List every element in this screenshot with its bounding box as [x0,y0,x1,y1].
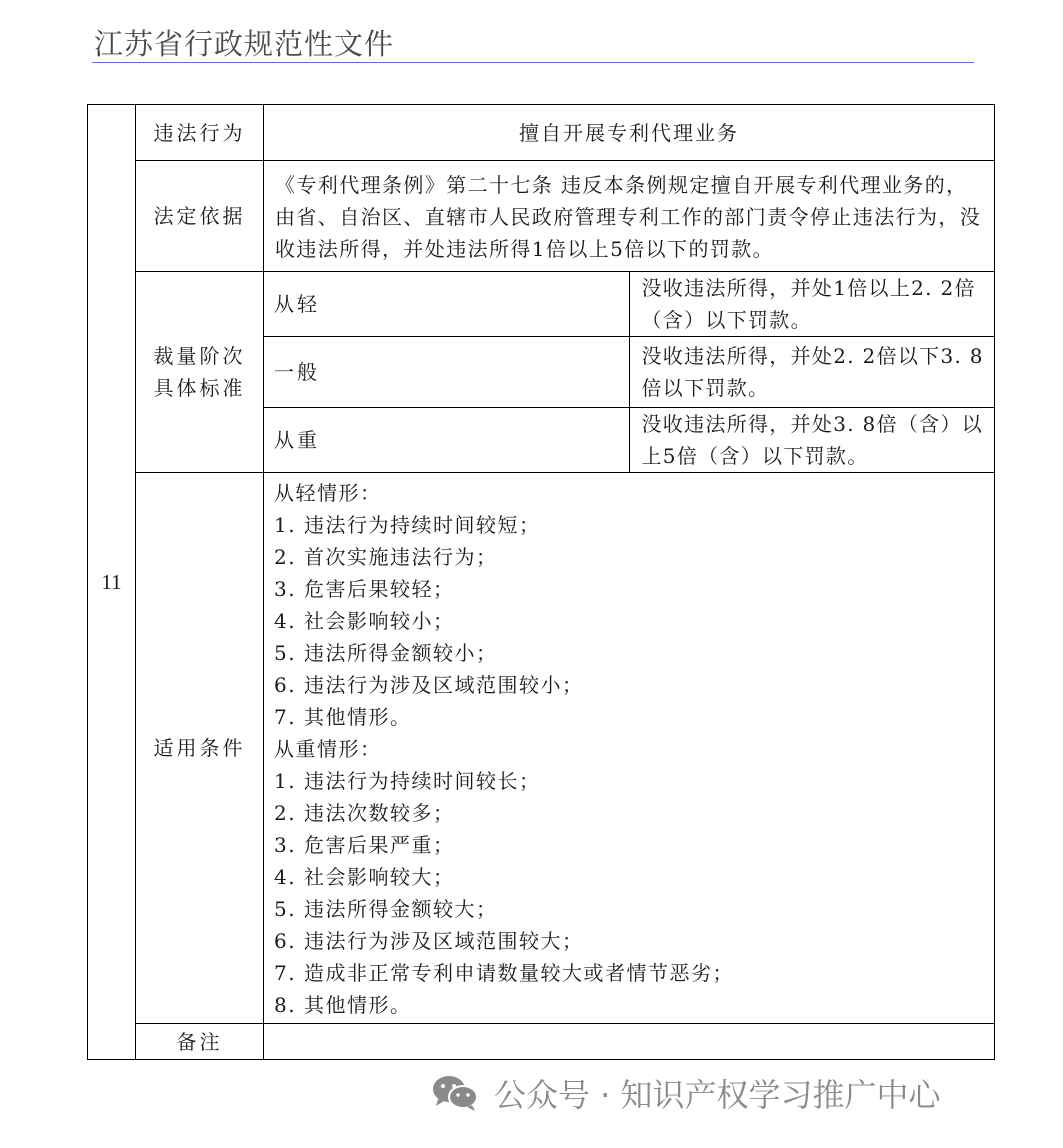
list-item: 2. 违法次数较多； [274,801,455,825]
light-conditions-heading: 从轻情形： [274,481,382,505]
violation-value: 擅自开展专利代理业务 [264,105,995,161]
table-row-remarks [88,1024,995,1060]
standard-text-heavy: 没收违法所得，并处3. 8倍（含）以上5倍（含）以下罚款。 [629,408,995,473]
list-item: 3. 危害后果严重； [274,833,455,857]
standard-text-normal: 没收违法所得，并处2. 2倍以下3. 8倍以下罚款。 [629,337,995,408]
violation-label: 违法行为 [136,105,264,161]
watermark [430,1070,941,1116]
item-number-cell: 11 [88,105,136,1060]
table-row-standard-light [88,272,995,337]
standard-level-heavy: 从重 [264,408,630,473]
heavy-conditions-heading: 从重情形： [274,737,382,761]
remarks-label: 备注 [136,1024,264,1060]
list-item: 7. 其他情形。 [274,705,412,729]
list-item: 1. 违法行为持续时间较短； [274,513,541,537]
wechat-icon [430,1073,480,1113]
list-item: 7. 造成非正常专利申请数量较大或者情节恶劣； [274,961,734,985]
basis-value: 《专利代理条例》第二十七条 违反本条例规定擅自开展专利代理业务的，由省、自治区、直辖市人民政府管理专利工作的部门责令停止违法行为，没收违法所得，并处违法所得1倍以上5倍以下的罚款。 [264,161,995,272]
watermark-text: 公众号 · 知识产权学习推广中心 [494,1076,941,1114]
list-item: 6. 违法行为涉及区域范围较大； [274,929,584,953]
list-item: 4. 社会影响较大； [274,865,455,889]
table-row-basis [88,161,995,272]
list-item: 5. 违法所得金额较大； [274,897,498,921]
standards-label [136,272,264,473]
remarks-value [264,1024,995,1060]
table-row-violation [88,105,995,161]
penalty-standard-table [87,104,995,1060]
basis-label: 法定依据 [136,161,264,272]
list-item: 6. 违法行为涉及区域范围较小； [274,673,584,697]
table-row-conditions [88,473,995,1024]
standard-level-light: 从轻 [264,272,630,337]
list-item: 1. 违法行为持续时间较长； [274,769,541,793]
conditions-value [264,473,995,1024]
list-item: 8. 其他情形。 [274,993,412,1017]
list-item: 3. 危害后果较轻； [274,577,455,601]
page-title: 江苏省行政规范性文件 [94,27,395,61]
standards-label-line2: 具体标准 [153,376,246,400]
list-item: 4. 社会影响较小； [274,609,455,633]
standard-level-normal: 一般 [264,337,630,408]
list-item: 5. 违法所得金额较小； [274,641,498,665]
standards-label-line1: 裁量阶次 [153,344,246,368]
standard-text-light: 没收违法所得，并处1倍以上2. 2倍（含）以下罚款。 [629,272,995,337]
list-item: 2. 首次实施违法行为； [274,545,498,569]
conditions-label: 适用条件 [136,473,264,1024]
header-divider [92,62,974,63]
